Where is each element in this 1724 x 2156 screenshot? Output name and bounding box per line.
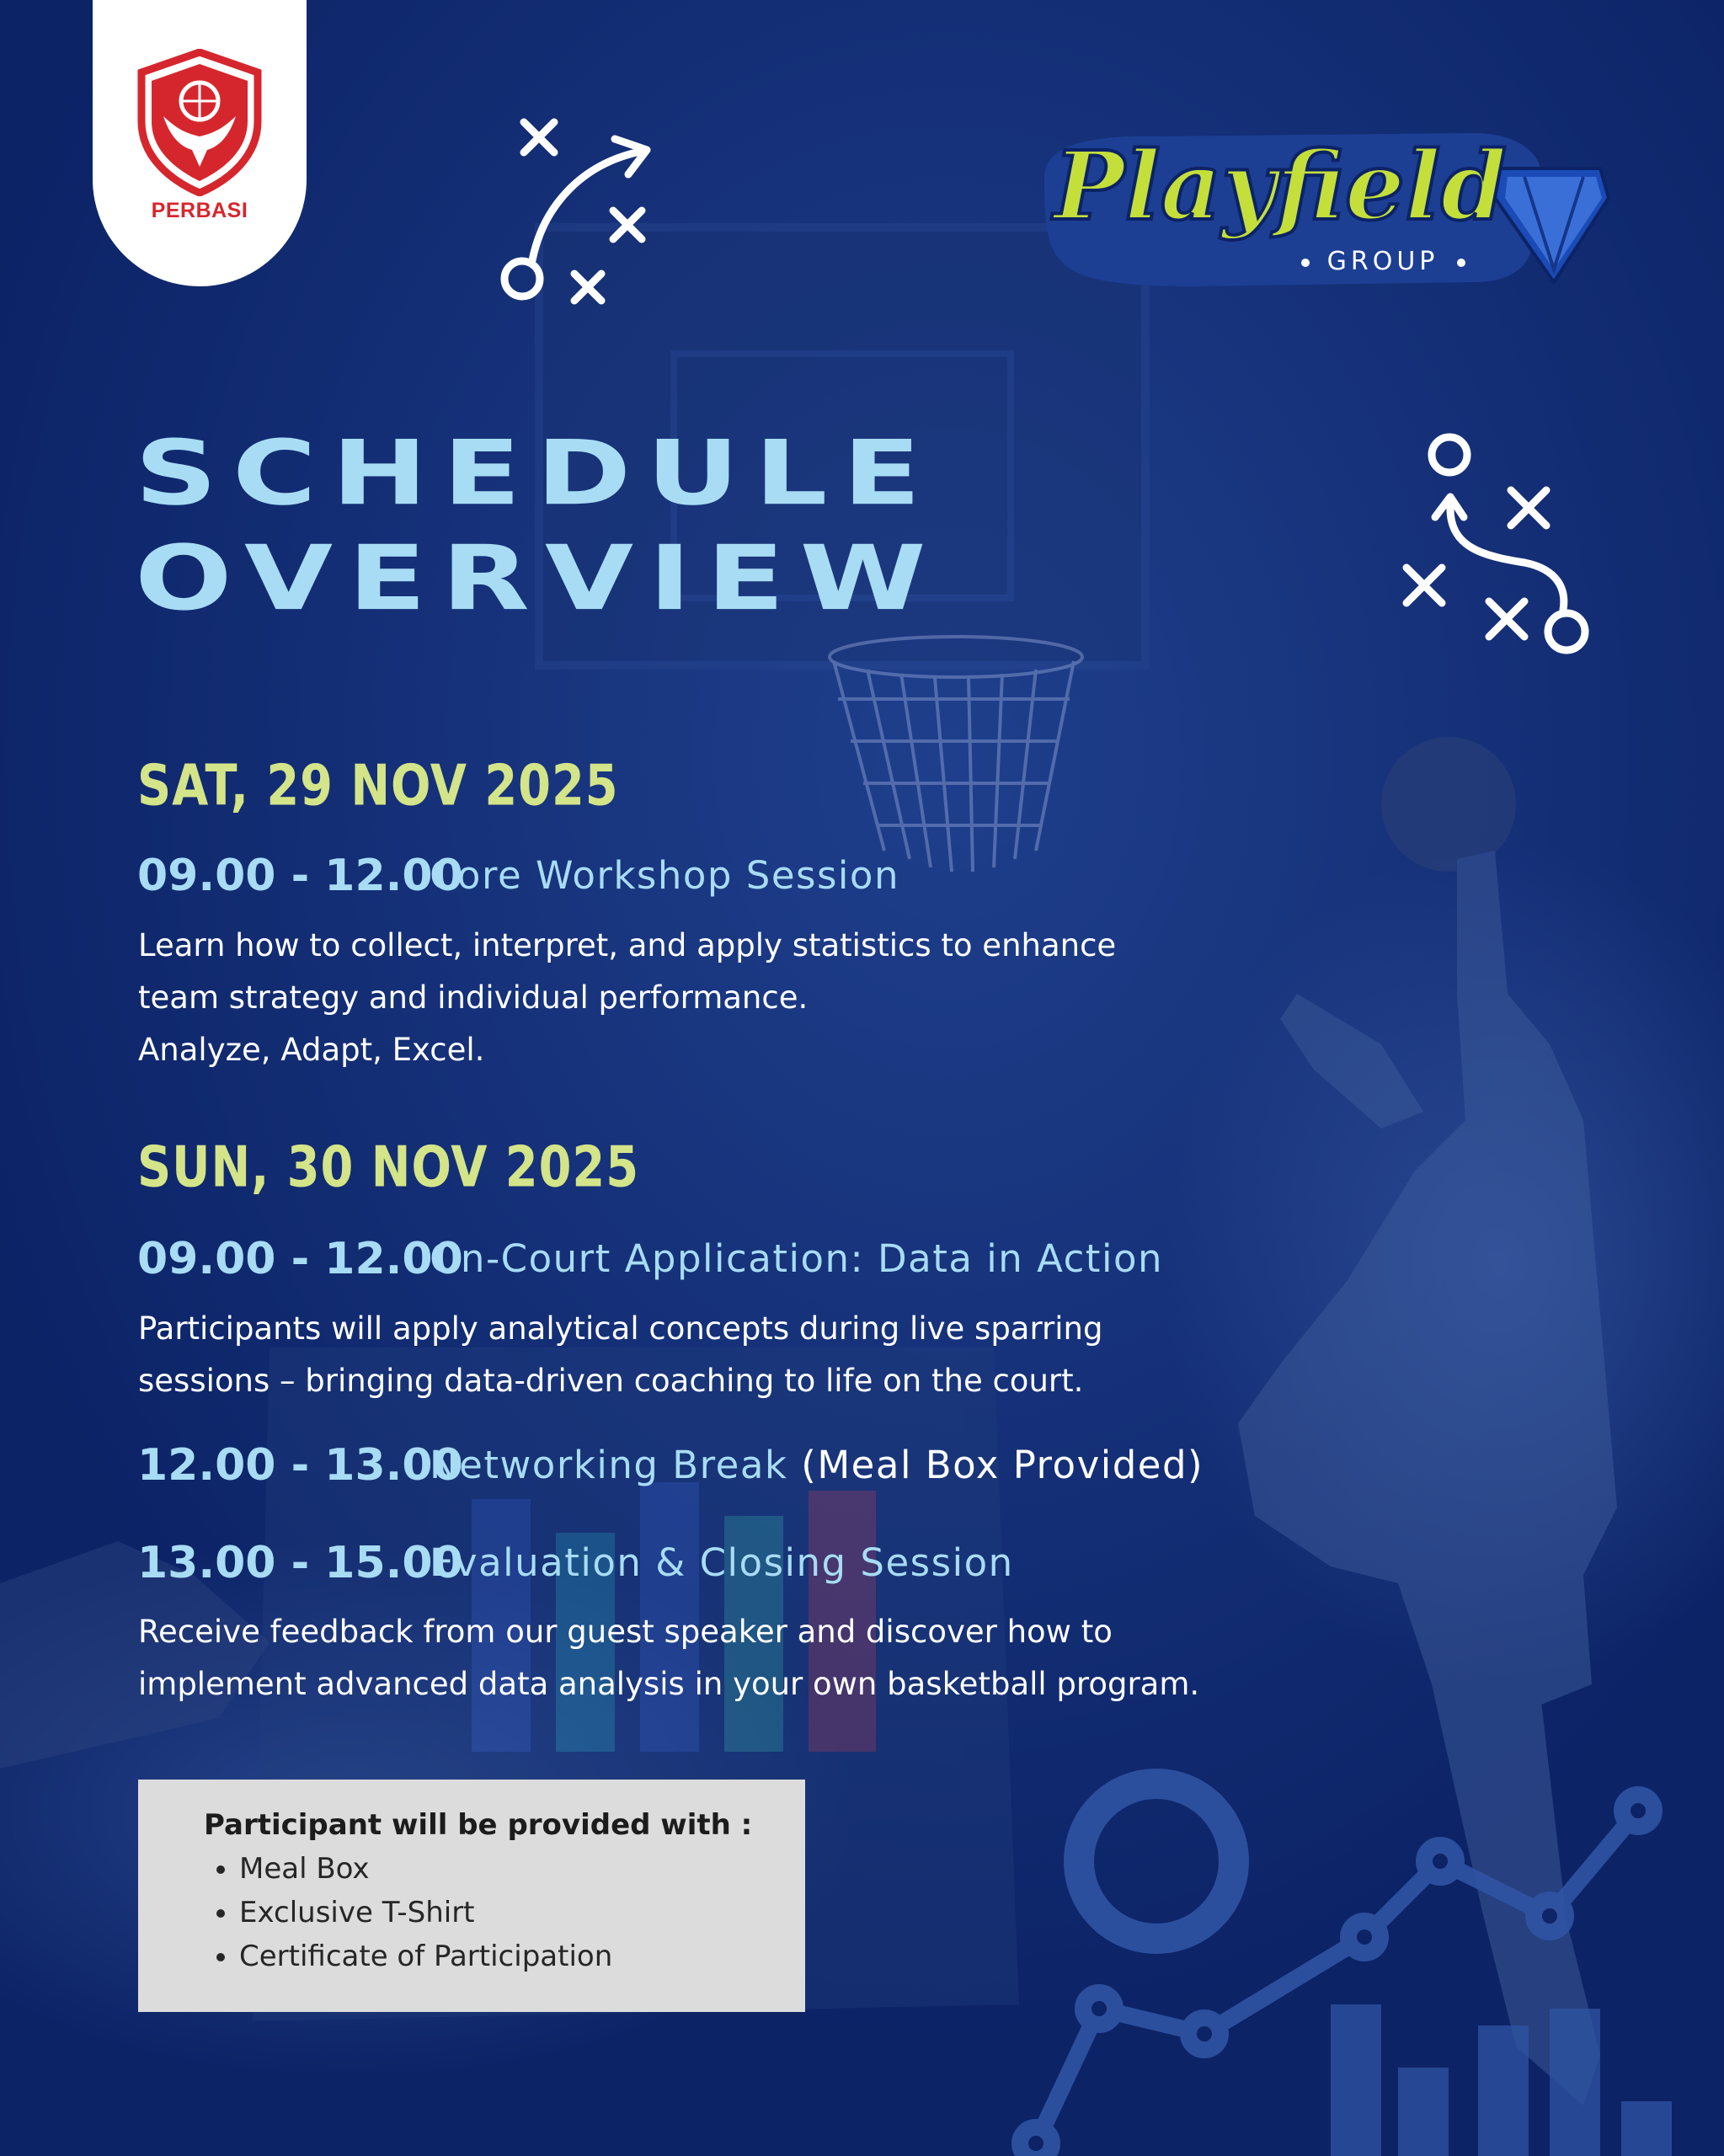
partner-wordmark: Playfield xyxy=(1054,131,1507,242)
session-description: Receive feedback from our guest speaker and discover how to implement advanced data analysis in your own basketball program. xyxy=(138,1614,1200,1702)
session-name: Core Workshop Session xyxy=(430,853,899,898)
play-diagram-right-icon xyxy=(1398,430,1600,665)
session-name: Networking Break (Meal Box Provided) xyxy=(430,1443,1204,1487)
session-time: 13.00 - 15.00 xyxy=(137,1538,463,1588)
session-time: 12.00 - 13.00 xyxy=(137,1440,463,1491)
session-name: On-Court Application: Data in Action xyxy=(430,1236,1164,1281)
provided-list xyxy=(189,1847,612,1978)
partner-sub-wordmark: GROUP xyxy=(1326,247,1439,276)
session-name-extra: (Meal Box Provided) xyxy=(801,1443,1204,1487)
list-item: • Certificate of Participation xyxy=(239,1935,612,1978)
session-name: Evaluation & Closing Session xyxy=(430,1540,1014,1585)
page-title xyxy=(135,421,942,632)
playfield-group-logo xyxy=(1027,118,1617,295)
session-time: 09.00 - 12.00 xyxy=(137,851,463,901)
play-diagram-icon xyxy=(497,114,665,316)
perbasi-logo xyxy=(93,0,307,286)
perbasi-shield-icon xyxy=(135,49,264,196)
list-item: • Meal Box xyxy=(239,1847,612,1891)
title-line-1: SCHEDULE xyxy=(135,421,937,526)
provided-items-box xyxy=(138,1780,805,2012)
session-time: 09.00 - 12.00 xyxy=(137,1234,463,1284)
session-description: Learn how to collect, interpret, and apply statistics to enhance team strategy and individual performance. Analyze, Adapt, Excel. xyxy=(138,927,1117,1068)
session-description: Participants will apply analytical concepts during live sparring sessions – bringing data-driven coaching to life on the court. xyxy=(138,1310,1103,1399)
day-2-date: SUN, 30 NOV 2025 xyxy=(137,1133,640,1200)
perbasi-wordmark: PERBASI xyxy=(151,199,248,222)
provided-title: Participant will be provided with : xyxy=(204,1808,753,1842)
day-1-date: SAT, 29 NOV 2025 xyxy=(137,751,619,819)
list-item: • Exclusive T-Shirt xyxy=(239,1891,612,1935)
title-line-2: OVERVIEW xyxy=(135,526,942,631)
